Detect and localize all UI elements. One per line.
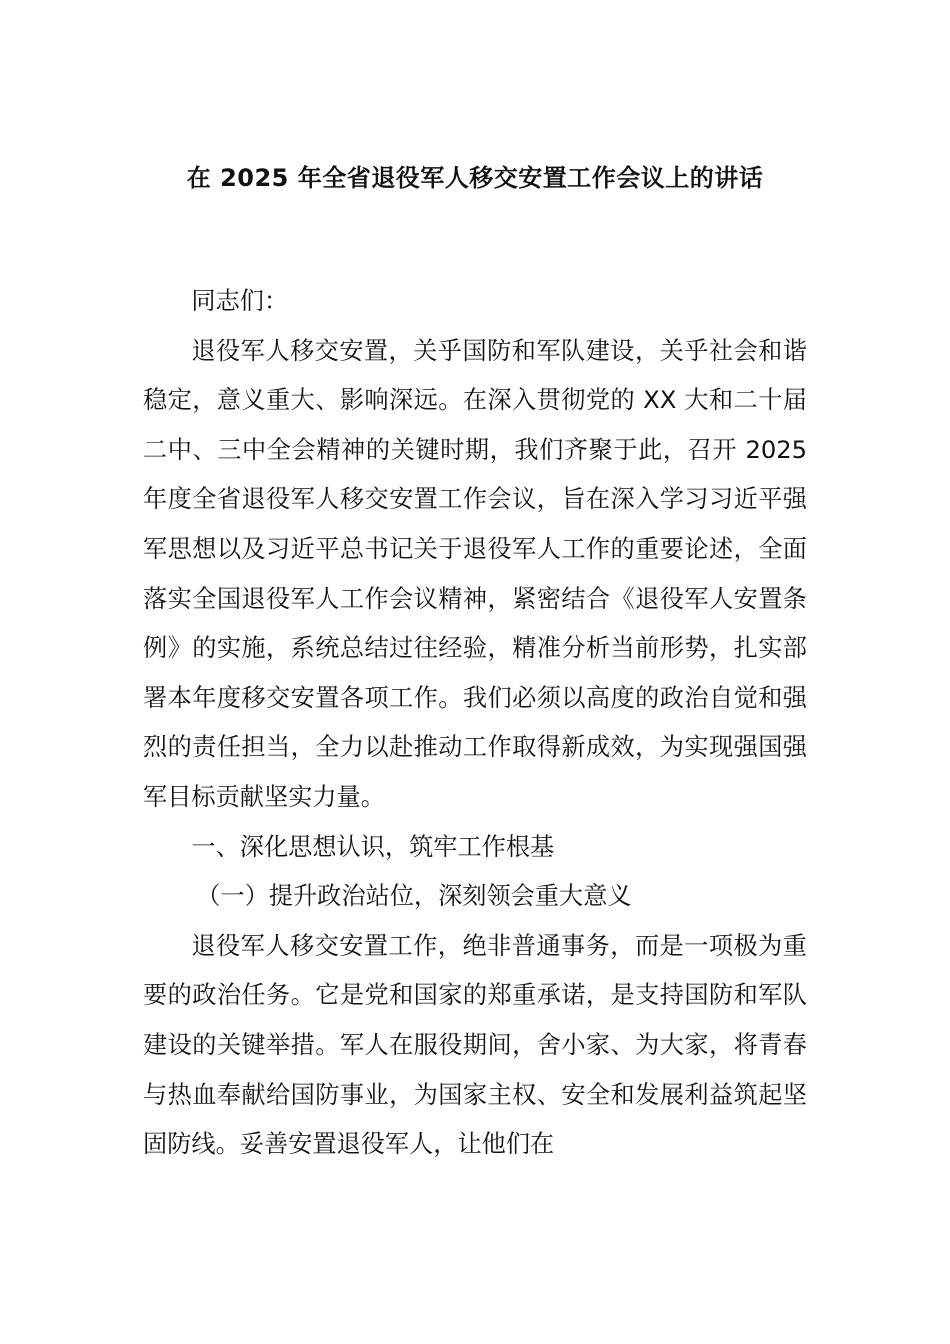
subsection-heading: （一）提升政治站位，深刻领会重大意义 xyxy=(196,882,632,911)
document-body xyxy=(143,277,807,1170)
document-title: 在 2025 年全省退役军人移交安置工作会议上的讲话 xyxy=(186,164,764,192)
section-heading: 一、深化思想认识，筑牢工作根基 xyxy=(191,832,555,861)
intro-paragraph: 退役军人移交安置，关乎国防和军队建设，关乎社会和谐稳定，意义重大、影响深远。在深入贯彻党的 XX 大和二十届二中、三中全会精神的关键时期，我们齐聚于此，召开 2025 年度全省退役军人移交安置工作会议，旨在深入学习习近平强军思想以及习近平总书记关于退役军人工作的重要论述，全面落实全国退役军人工作会议精神，紧密结合《退役军人安置条例》的实施，系统总结过往经验，精准分析当前形势，扎实部署本年度移交安置各项工作。我们必须以高度的政治自觉和强烈的责任担当，全力以赴推动工作取得新成效，为实现强国强军目标贡献坚实力量。 xyxy=(143,336,807,811)
salutation: 同志们： xyxy=(191,287,289,315)
subsection-paragraph: 退役军人移交安置工作，绝非普通事务，而是一项极为重要的政治任务。它是党和国家的郑重承诺，是支持国防和军队建设的关键举措。军人在服役期间，舍小家、为大家，将青春与热血奉献给国防事业，为国家主权、安全和发展利益筑起坚固防线。妥善安置退役军人，让他们在 xyxy=(143,931,807,1159)
